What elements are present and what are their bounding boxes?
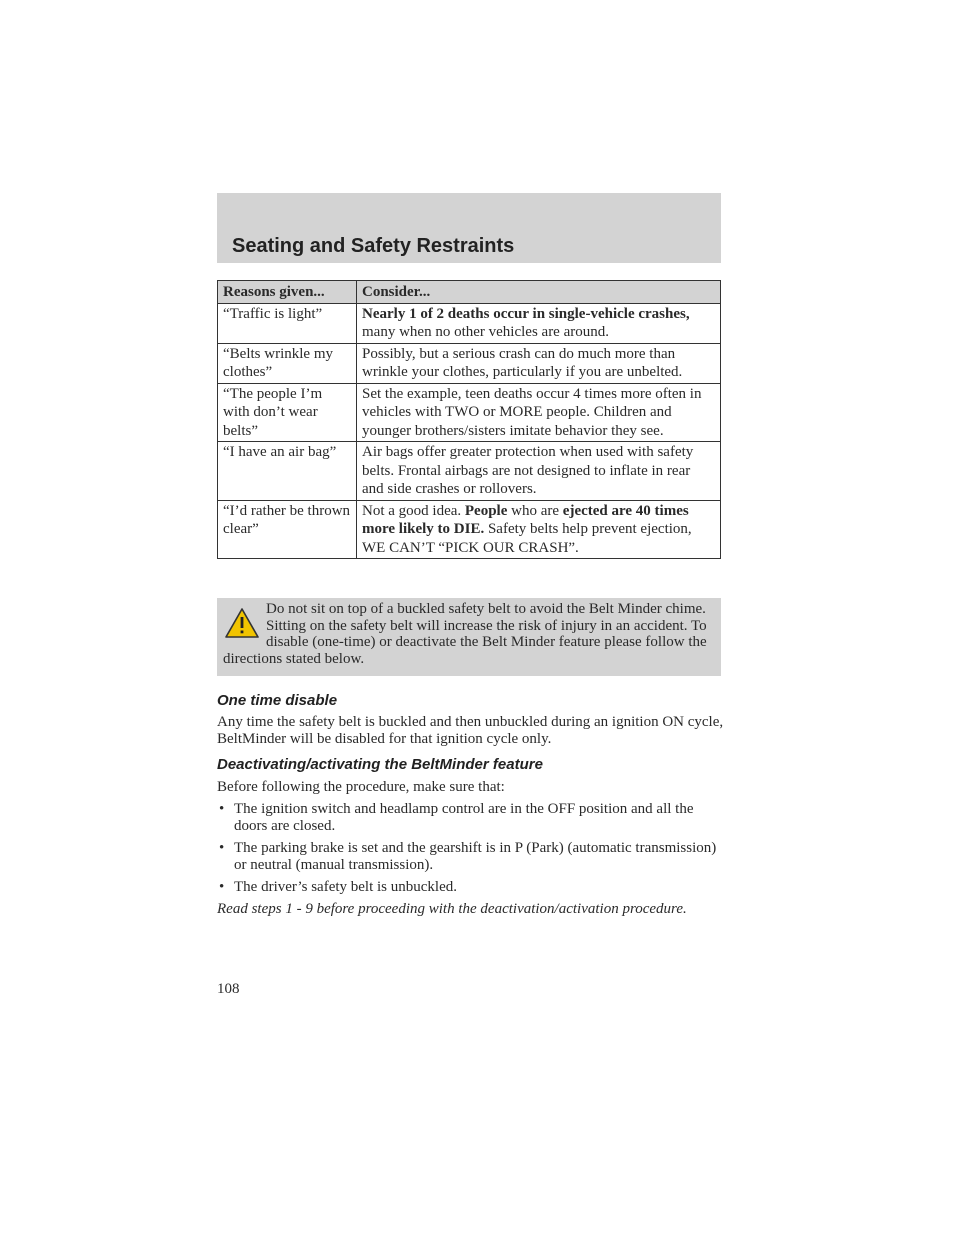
consider-text: many when no other vehicles are around.	[362, 324, 609, 340]
table-body	[218, 303, 721, 559]
table-row	[218, 303, 721, 343]
deactivate-heading: Deactivating/activating the BeltMinder feature	[217, 756, 543, 773]
list-item: • The parking brake is set and the gearshift is in P (Park) (automatic transmission) or neutral (manual transmission).	[219, 840, 717, 873]
consider-cell	[357, 303, 721, 343]
list-item: • The driver’s safety belt is unbuckled.	[219, 879, 457, 895]
consider-text: Set the example, teen deaths occur 4 times more often in vehicles with TWO or MORE people. Children and younger brothers/sisters imitate behavior they see.	[362, 385, 702, 439]
table-row	[218, 383, 721, 442]
warning-text: Do not sit on top of a buckled safety belt to avoid the Belt Minder chime. Sitting on the safety belt will increase the risk of injury in an accident. To disable (one-time) or deactivate the Belt Minder feature please follow the directions stated below.	[223, 601, 707, 667]
deactivate-section	[217, 756, 727, 918]
one-time-disable-section	[217, 692, 727, 748]
reasons-table	[217, 280, 721, 559]
consider-text: Safety belts help prevent ejection, WE CAN’T “PICK OUR CRASH”.	[362, 521, 692, 556]
warning-box	[217, 598, 721, 676]
table-header-row	[218, 281, 721, 304]
consider-cell	[357, 500, 721, 559]
reason-cell: “Traffic is light”	[218, 303, 357, 343]
emphasis-text: Nearly 1 of 2 deaths occur in single-vehicle crashes,	[362, 305, 690, 322]
consider-text: Not a good idea.	[362, 502, 465, 519]
table-row	[218, 500, 721, 559]
one-time-disable-heading: One time disable	[217, 692, 338, 709]
procedure-note: Read steps 1 - 9 before proceeding with the deactivation/activation procedure.	[217, 901, 687, 917]
warning-triangle-icon	[224, 607, 260, 639]
reason-cell: “The people I’m with don’t wear belts”	[218, 383, 357, 442]
emphasis-text: ejected are 40 times more likely to DIE.	[362, 502, 689, 537]
column-header-consider: Consider...	[357, 281, 721, 304]
consider-cell	[357, 383, 721, 442]
reason-cell: “Belts wrinkle my clothes”	[218, 343, 357, 383]
consider-text: Air bags offer greater protection when used with safety belts. Frontal airbags are not designed to inflate in rear and side crashes or rollovers.	[362, 444, 694, 497]
reason-cell: “I’d rather be thrown clear”	[218, 500, 357, 559]
precondition-list	[217, 801, 727, 896]
table-row	[218, 442, 721, 501]
deactivate-intro: Before following the procedure, make sure that:	[217, 779, 505, 795]
consider-cell	[357, 442, 721, 501]
page-number: 108	[217, 981, 240, 997]
one-time-disable-text: Any time the safety belt is buckled and then unbuckled during an ignition ON cycle, BeltMinder will be disabled for that ignition cycle only.	[217, 714, 724, 747]
consider-text: Possibly, but a serious crash can do much more than wrinkle your clothes, particularly if you are unbelted.	[362, 345, 683, 380]
column-header-reasons: Reasons given...	[218, 281, 357, 304]
consider-cell	[357, 343, 721, 383]
reason-cell: “I have an air bag”	[218, 442, 357, 501]
table-row	[218, 343, 721, 383]
section-title: Seating and Safety Restraints	[232, 235, 515, 257]
list-item: • The ignition switch and headlamp control are in the OFF position and all the doors are closed.	[219, 801, 694, 834]
emphasis-text: People	[464, 502, 508, 519]
consider-text: who are	[507, 502, 563, 519]
section-header-band	[217, 193, 721, 263]
